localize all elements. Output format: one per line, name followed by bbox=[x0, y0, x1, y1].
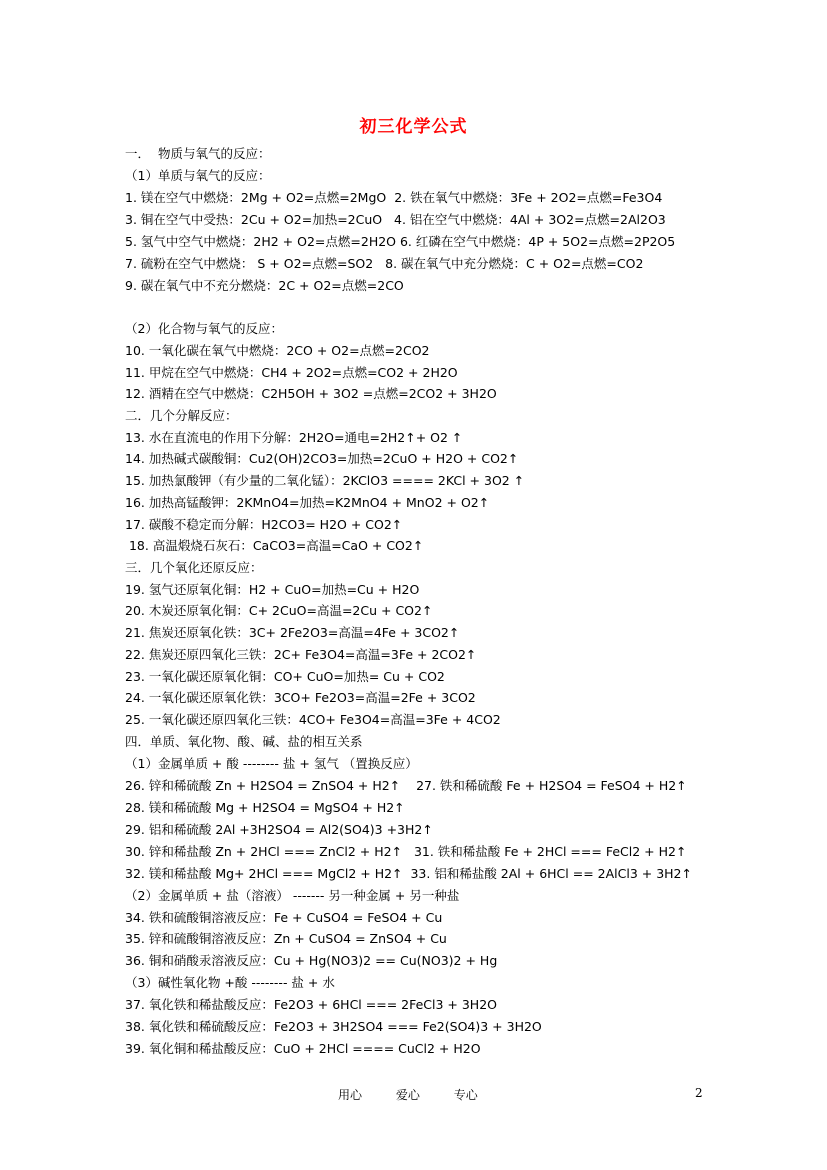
formula-line: 7. 硫粉在空气中燃烧： S + O2=点燃=SO2 8. 碳在氧气中充分燃烧：C + O2=点燃=CO2 bbox=[125, 256, 644, 271]
formula-line: （1）单质与氧气的反应： bbox=[125, 168, 271, 183]
formula-line: 12. 酒精在空气中燃烧：C2H5OH + 3O2 =点燃=2CO2 + 3H2O bbox=[125, 386, 497, 401]
formula-line: 二．几个分解反应： bbox=[125, 408, 238, 423]
formula-line: 29. 铝和稀硫酸 2Al +3H2SO4 = Al2(SO4)3 +3H2↑ bbox=[125, 822, 433, 837]
formula-line: 四．单质、氧化物、酸、碱、盐的相互关系 bbox=[125, 734, 363, 749]
formula-line: 34. 铁和硫酸铜溶液反应：Fe + CuSO4 = FeSO4 + Cu bbox=[125, 910, 443, 925]
formula-line: 23. 一氧化碳还原氧化铜：CO+ CuO=加热= Cu + CO2 bbox=[125, 669, 445, 684]
footer-word-2: 爱心 bbox=[395, 1088, 420, 1102]
footer-word-1: 用心 bbox=[338, 1088, 363, 1102]
formula-line: 9. 碳在氧气中不充分燃烧：2C + O2=点燃=2CO bbox=[125, 278, 404, 293]
formula-line: 24. 一氧化碳还原氧化铁：3CO+ Fe2O3=高温=2Fe + 3CO2 bbox=[125, 690, 476, 705]
formula-line: 20. 木炭还原氧化铜：C+ 2CuO=高温=2Cu + CO2↑ bbox=[125, 603, 433, 618]
formula-line: 15. 加热氯酸钾（有少量的二氧化锰）：2KClO3 ==== 2KCl + 3O2 ↑ bbox=[125, 473, 525, 488]
page-footer bbox=[338, 1086, 508, 1103]
formula-line: 13. 水在直流电的作用下分解：2H2O=通电=2H2↑+ O2 ↑ bbox=[125, 430, 463, 445]
formula-line: 36. 铜和硝酸汞溶液反应：Cu + Hg(NO3)2 == Cu(NO3)2 + Hg bbox=[125, 953, 498, 968]
formula-line: 21. 焦炭还原氧化铁：3C+ 2Fe2O3=高温=4Fe + 3CO2↑ bbox=[125, 625, 460, 640]
formula-line: （2）金属单质 + 盐（溶液） ------- 另一种金属 + 另一种盐 bbox=[125, 888, 460, 903]
formula-line: 3. 铜在空气中受热：2Cu + O2=加热=2CuO 4. 铝在空气中燃烧：4Al + 3O2=点燃=2Al2O3 bbox=[125, 212, 666, 227]
formula-line: 32. 镁和稀盐酸 Mg+ 2HCl === MgCl2 + H2↑ 33. 铝和稀盐酸 2Al + 6HCl == 2AlCl3 + 3H2↑ bbox=[125, 866, 692, 881]
formula-line: 三．几个氧化还原反应： bbox=[125, 560, 263, 575]
formula-line: 39. 氧化铜和稀盐酸反应：CuO + 2HCl ==== CuCl2 + H2O bbox=[125, 1041, 481, 1056]
formula-line: 18. 高温煅烧石灰石：CaCO3=高温=CaO + CO2↑ bbox=[125, 538, 424, 553]
formula-line: 26. 锌和稀硫酸 Zn + H2SO4 = ZnSO4 + H2↑ 27. 铁和稀硫酸 Fe + H2SO4 = FeSO4 + H2↑ bbox=[125, 778, 687, 793]
formula-line: （3）碱性氧化物 +酸 -------- 盐 + 水 bbox=[125, 975, 335, 990]
formula-line: 16. 加热高锰酸钾：2KMnO4=加热=K2MnO4 + MnO2 + O2↑ bbox=[125, 495, 490, 510]
formula-line: 一． 物质与氧气的反应： bbox=[125, 146, 271, 161]
formula-line: 22. 焦炭还原四氧化三铁：2C+ Fe3O4=高温=3Fe + 2CO2↑ bbox=[125, 647, 477, 662]
footer-word-3: 专心 bbox=[453, 1088, 478, 1102]
formula-line: 11. 甲烷在空气中燃烧：CH4 + 2O2=点燃=CO2 + 2H2O bbox=[125, 365, 458, 380]
formula-line: 10. 一氧化碳在氧气中燃烧：2CO + O2=点燃=2CO2 bbox=[125, 343, 430, 358]
formula-line: 17. 碳酸不稳定而分解：H2CO3= H2O + CO2↑ bbox=[125, 517, 403, 532]
document-title: 初三化学公式 bbox=[359, 117, 468, 137]
formula-line: 19. 氢气还原氧化铜：H2 + CuO=加热=Cu + H2O bbox=[125, 582, 420, 597]
formula-line: 14. 加热碱式碳酸铜：Cu2(OH)2CO3=加热=2CuO + H2O + CO2↑ bbox=[125, 451, 519, 466]
formula-line: 28. 镁和稀硫酸 Mg + H2SO4 = MgSO4 + H2↑ bbox=[125, 800, 405, 815]
formula-line: 1. 镁在空气中燃烧：2Mg + O2=点燃=2MgO 2. 铁在氧气中燃烧：3Fe + 2O2=点燃=Fe3O4 bbox=[125, 190, 663, 205]
formula-line: 5. 氢气中空气中燃烧：2H2 + O2=点燃=2H2O 6. 红磷在空气中燃烧：4P + 5O2=点燃=2P2O5 bbox=[125, 234, 676, 249]
formula-line: 30. 锌和稀盐酸 Zn + 2HCl === ZnCl2 + H2↑ 31. 铁和稀盐酸 Fe + 2HCl === FeCl2 + H2↑ bbox=[125, 844, 687, 859]
formula-line: 38. 氧化铁和稀硫酸反应：Fe2O3 + 3H2SO4 === Fe2(SO4)3 + 3H2O bbox=[125, 1019, 542, 1034]
formula-line: 35. 锌和硫酸铜溶液反应：Zn + CuSO4 = ZnSO4 + Cu bbox=[125, 931, 447, 946]
formula-line: （1）金属单质 + 酸 -------- 盐 + 氢气 （置换反应） bbox=[125, 756, 418, 771]
formula-line: （2）化合物与氧气的反应： bbox=[125, 321, 283, 336]
formula-line: 25. 一氧化碳还原四氧化三铁：4CO+ Fe3O4=高温=3Fe + 4CO2 bbox=[125, 712, 501, 727]
formula-line: 37. 氧化铁和稀盐酸反应：Fe2O3 + 6HCl === 2FeCl3 + 3H2O bbox=[125, 997, 498, 1012]
page-number: 2 bbox=[695, 1086, 703, 1100]
